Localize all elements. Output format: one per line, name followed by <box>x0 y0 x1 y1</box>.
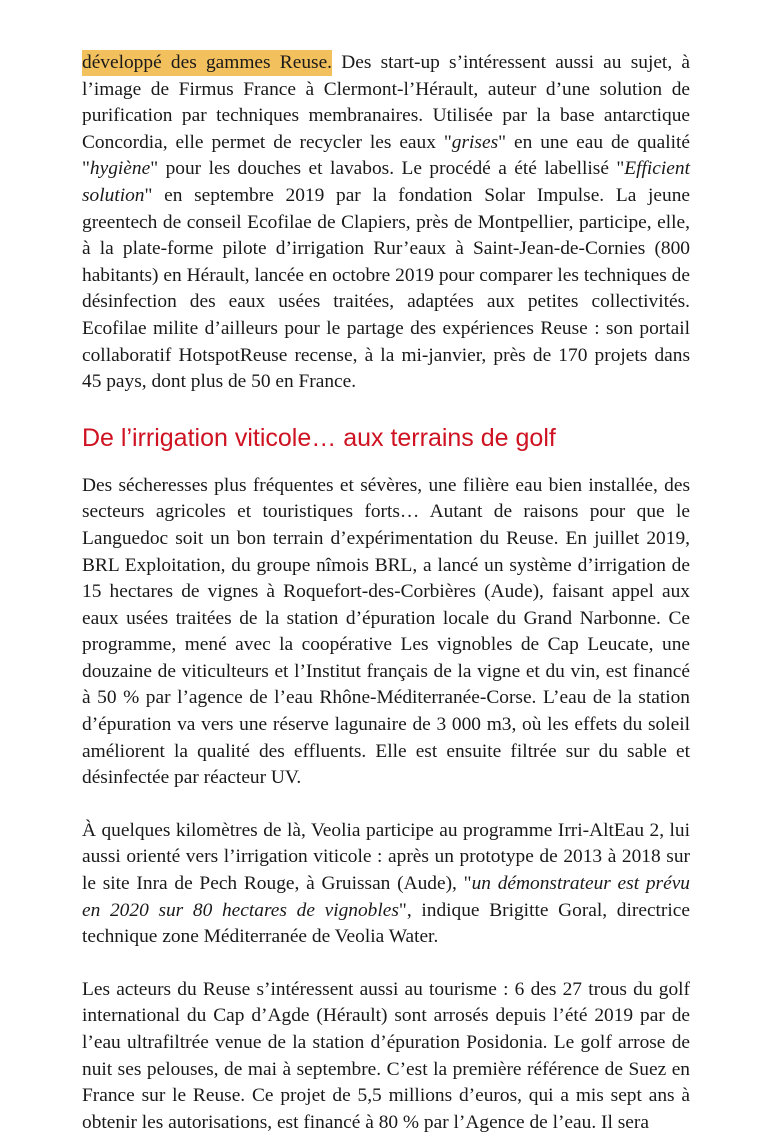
quoted-italic-text: un démonstrateur est prévu en 2020 sur 80 hectares de vignobles <box>82 873 690 921</box>
text-run: " en septembre 2019 par la fondation Solar Impulse. La jeune greentech de conseil Ecofilae de Clapiers, près de Montpellier, participe, elle, à la plate-forme pilote d’irrigation Rur’eaux à Saint-Jean-de-Cornies (800 habitants) en Hérault, lancée en octobre 2019 pour comparer les techniques de désinfection des eaux usées traitées, adaptées aux petites collectivités. Ecofilae milite d’ailleurs pour le partage des expériences Reuse : son portail collaboratif HotspotReuse recense, à la mi-janvier, près de 170 projets dans 45 pays, dont plus de 50 en France. <box>82 184 690 393</box>
paragraph-languedoc-experimentation <box>82 473 690 792</box>
text-run: ", indique Brigitte Goral, directrice technique zone Méditerranée de Veolia Water. <box>82 899 690 948</box>
quoted-italic-text: grises <box>451 131 499 153</box>
text-run: Des sécheresses plus fréquentes et sévères, une filière eau bien installée, des secteurs agricoles et touristiques forts… Autant de raisons pour que le Languedoc soit un bon terrain d’expérimentation du Reuse. En juillet 2019, BRL Exploitation, du groupe nîmois BRL, a lancé un système d’irrigation de 15 hectares de vignes à Roquefort-des-Corbières (Aude), faisant appel aux eaux usées traitées de la station d’épuration locale du Grand Narbonne. Ce programme, mené avec la coopérative Les vignobles de Cap Leucate, une douzaine de viticulteurs et l’Institut français de la vigne et du vin, est financé à 50 % par l’agence de l’eau Rhône-Méditerranée-Corse. L’eau de la station d’épuration va vers une réserve lagunaire de 3 000 m3, où les effets du soleil améliorent la qualité des effluents. Elle est ensuite filtrée sur du sable et désinfectée par réacteur UV. <box>82 474 690 789</box>
highlighted-text: développé des gammes Reuse. <box>82 50 332 76</box>
text-run: " pour les douches et lavabos. Le procédé a été labellisé " <box>150 158 625 180</box>
paragraph-veolia-irri-alteau <box>82 818 690 951</box>
text-run: Les acteurs du Reuse s’intéressent aussi au tourisme : 6 des 27 trous du golf international du Cap d’Agde (Hérault) sont arrosés depuis l’été 2019 par de l’eau ultrafiltrée venue de la station d’épuration Posidonia. Le golf arrose de nuit ses pelouses, de mai à septembre. C’est la première référence de Suez en France sur le Reuse. Ce projet de 5,5 millions d’euros, qui a mis sept ans à obtenir les autorisations, est financé à 80 % par l’Agence de l’eau. Il sera <box>82 978 690 1133</box>
text-run: " en une eau de qualité " <box>82 131 690 180</box>
quoted-italic-text: hygiène <box>89 158 151 180</box>
section-heading-irrigation-golf: De l’irrigation viticole… aux terrains de golf <box>82 423 556 452</box>
text-run: À quelques kilomètres de là, Veolia participe au programme Irri-AltEau 2, lui aussi orienté vers l’irrigation viticole : après un prototype de 2013 à 2018 sur le site Inra de Pech Rouge, à Gruissan (Aude), " <box>82 819 690 895</box>
paragraph-golf-cap-agde <box>82 977 690 1136</box>
text-run: Des start-up s’intéressent aussi au sujet, à l’image de Firmus France à Clermont-l’Hérault, auteur d’une solution de purification par techniques membranaires. Utilisée par la base antarctique Concordia, elle permet de recycler les eaux " <box>82 52 690 153</box>
quoted-italic-text: Efficient solution <box>82 158 690 206</box>
paragraph-reuse-startups <box>82 50 690 396</box>
